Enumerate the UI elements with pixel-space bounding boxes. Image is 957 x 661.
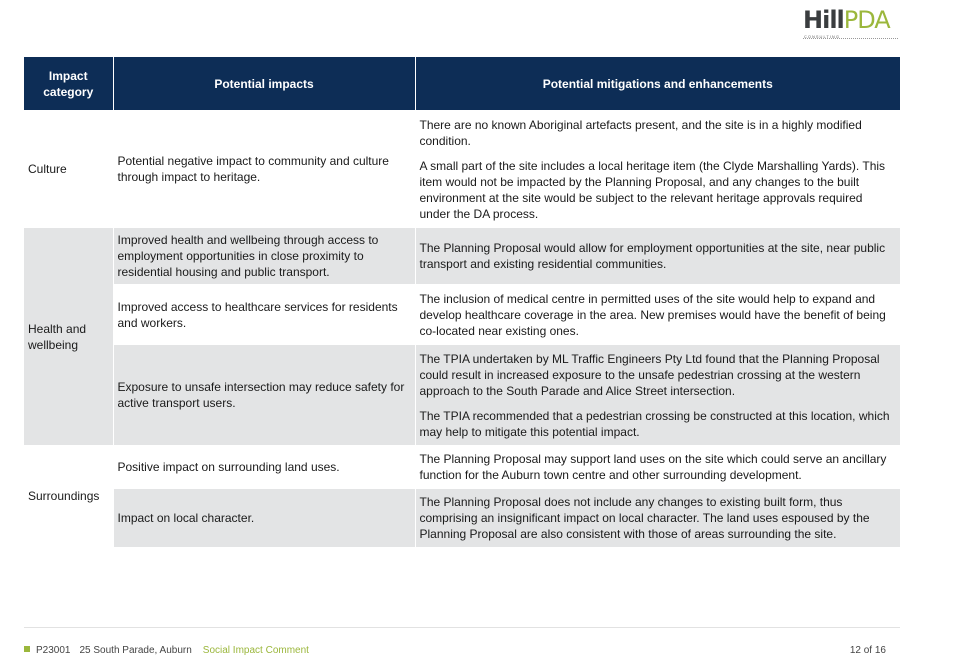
logo-subtitle: CONSULTING [804,34,840,39]
footer-square-icon [24,646,30,652]
impact-cell: Impact on local character. [113,489,415,547]
impact-cell: Potential negative impact to community and culture through impact to heritage. [113,111,415,228]
mitigation-cell: The inclusion of medical centre in permitted uses of the site would help to expand and develop healthcare coverage in the area. New premises would have the benefit of being co-located near existing ones. [415,285,900,345]
table-row-health-1 [24,228,900,285]
table-header-row [24,57,900,111]
mitigation-paragraph: The TPIA recommended that a pedestrian crossing be constructed at this location, which may help to mitigate this potential impact. [419,408,890,439]
impact-cell: Positive impact on surrounding land uses. [113,446,415,489]
impact-cell: Improved access to healthcare services for residents and workers. [113,285,415,345]
table-row-surroundings-2 [24,489,900,547]
category-health-wellbeing: Health and wellbeing [24,228,113,446]
mitigation-cell [415,111,900,228]
category-surroundings: Surroundings [24,446,113,547]
header-potential-mitigations: Potential mitigations and enhancements [415,57,900,111]
mitigation-cell: The Planning Proposal does not include any changes to existing built form, thus comprising an insignificant impact on local character. The land uses espoused by the Planning Proposal are also consistent with those of areas surrounding the site. [415,489,900,547]
table-row-surroundings-1 [24,446,900,489]
mitigation-paragraph: The TPIA undertaken by ML Traffic Engineers Pty Ltd found that the Planning Proposal could result in increased exposure to the unsafe pedestrian crossing at the western approach to the South Parade and Alice Street intersection. [419,351,880,398]
mitigation-cell: The Planning Proposal would allow for employment opportunities at the site, near public transport and existing residential communities. [415,228,900,285]
header-impact-category: Impact category [24,57,113,111]
impact-cell: Improved health and wellbeing through access to employment opportunities in close proximity to residential housing and public transport. [113,228,415,285]
header-potential-impacts: Potential impacts [113,57,415,111]
footer-divider [24,627,900,628]
impact-table [24,57,900,547]
category-culture: Culture [24,111,113,228]
hillpda-logo [803,7,903,41]
table-row-health-3 [24,345,900,446]
mitigation-cell [415,345,900,446]
logo-dotted-rule [803,38,898,39]
logo-wordmark [803,7,903,33]
table-row-culture [24,111,900,228]
mitigation-paragraph: A small part of the site includes a local heritage item (the Clyde Marshalling Yards). This item would not be impacted by the Planning Proposal, and any changes to the built environment at the site would be subject to the relevant heritage approvals required under the DA process. [419,158,886,221]
footer-project-code: P23001 [36,645,71,656]
logo-hill-text: Hill [803,6,844,34]
impact-cell: Exposure to unsafe intersection may reduce safety for active transport users. [113,345,415,446]
footer-address: 25 South Parade, Auburn [79,645,192,656]
mitigation-paragraph: There are no known Aboriginal artefacts present, and the site is in a highly modified condition. [419,117,862,148]
logo-pda-text: PDA [843,6,890,34]
footer-document-title: Social Impact Comment [202,645,309,656]
mitigation-cell: The Planning Proposal may support land uses on the site which could serve an ancillary function for the Auburn town centre and other surrounding development. [415,446,900,489]
table-row-health-2 [24,285,900,345]
page-footer [24,645,886,656]
footer-page-number: 12 of 16 [849,645,886,656]
